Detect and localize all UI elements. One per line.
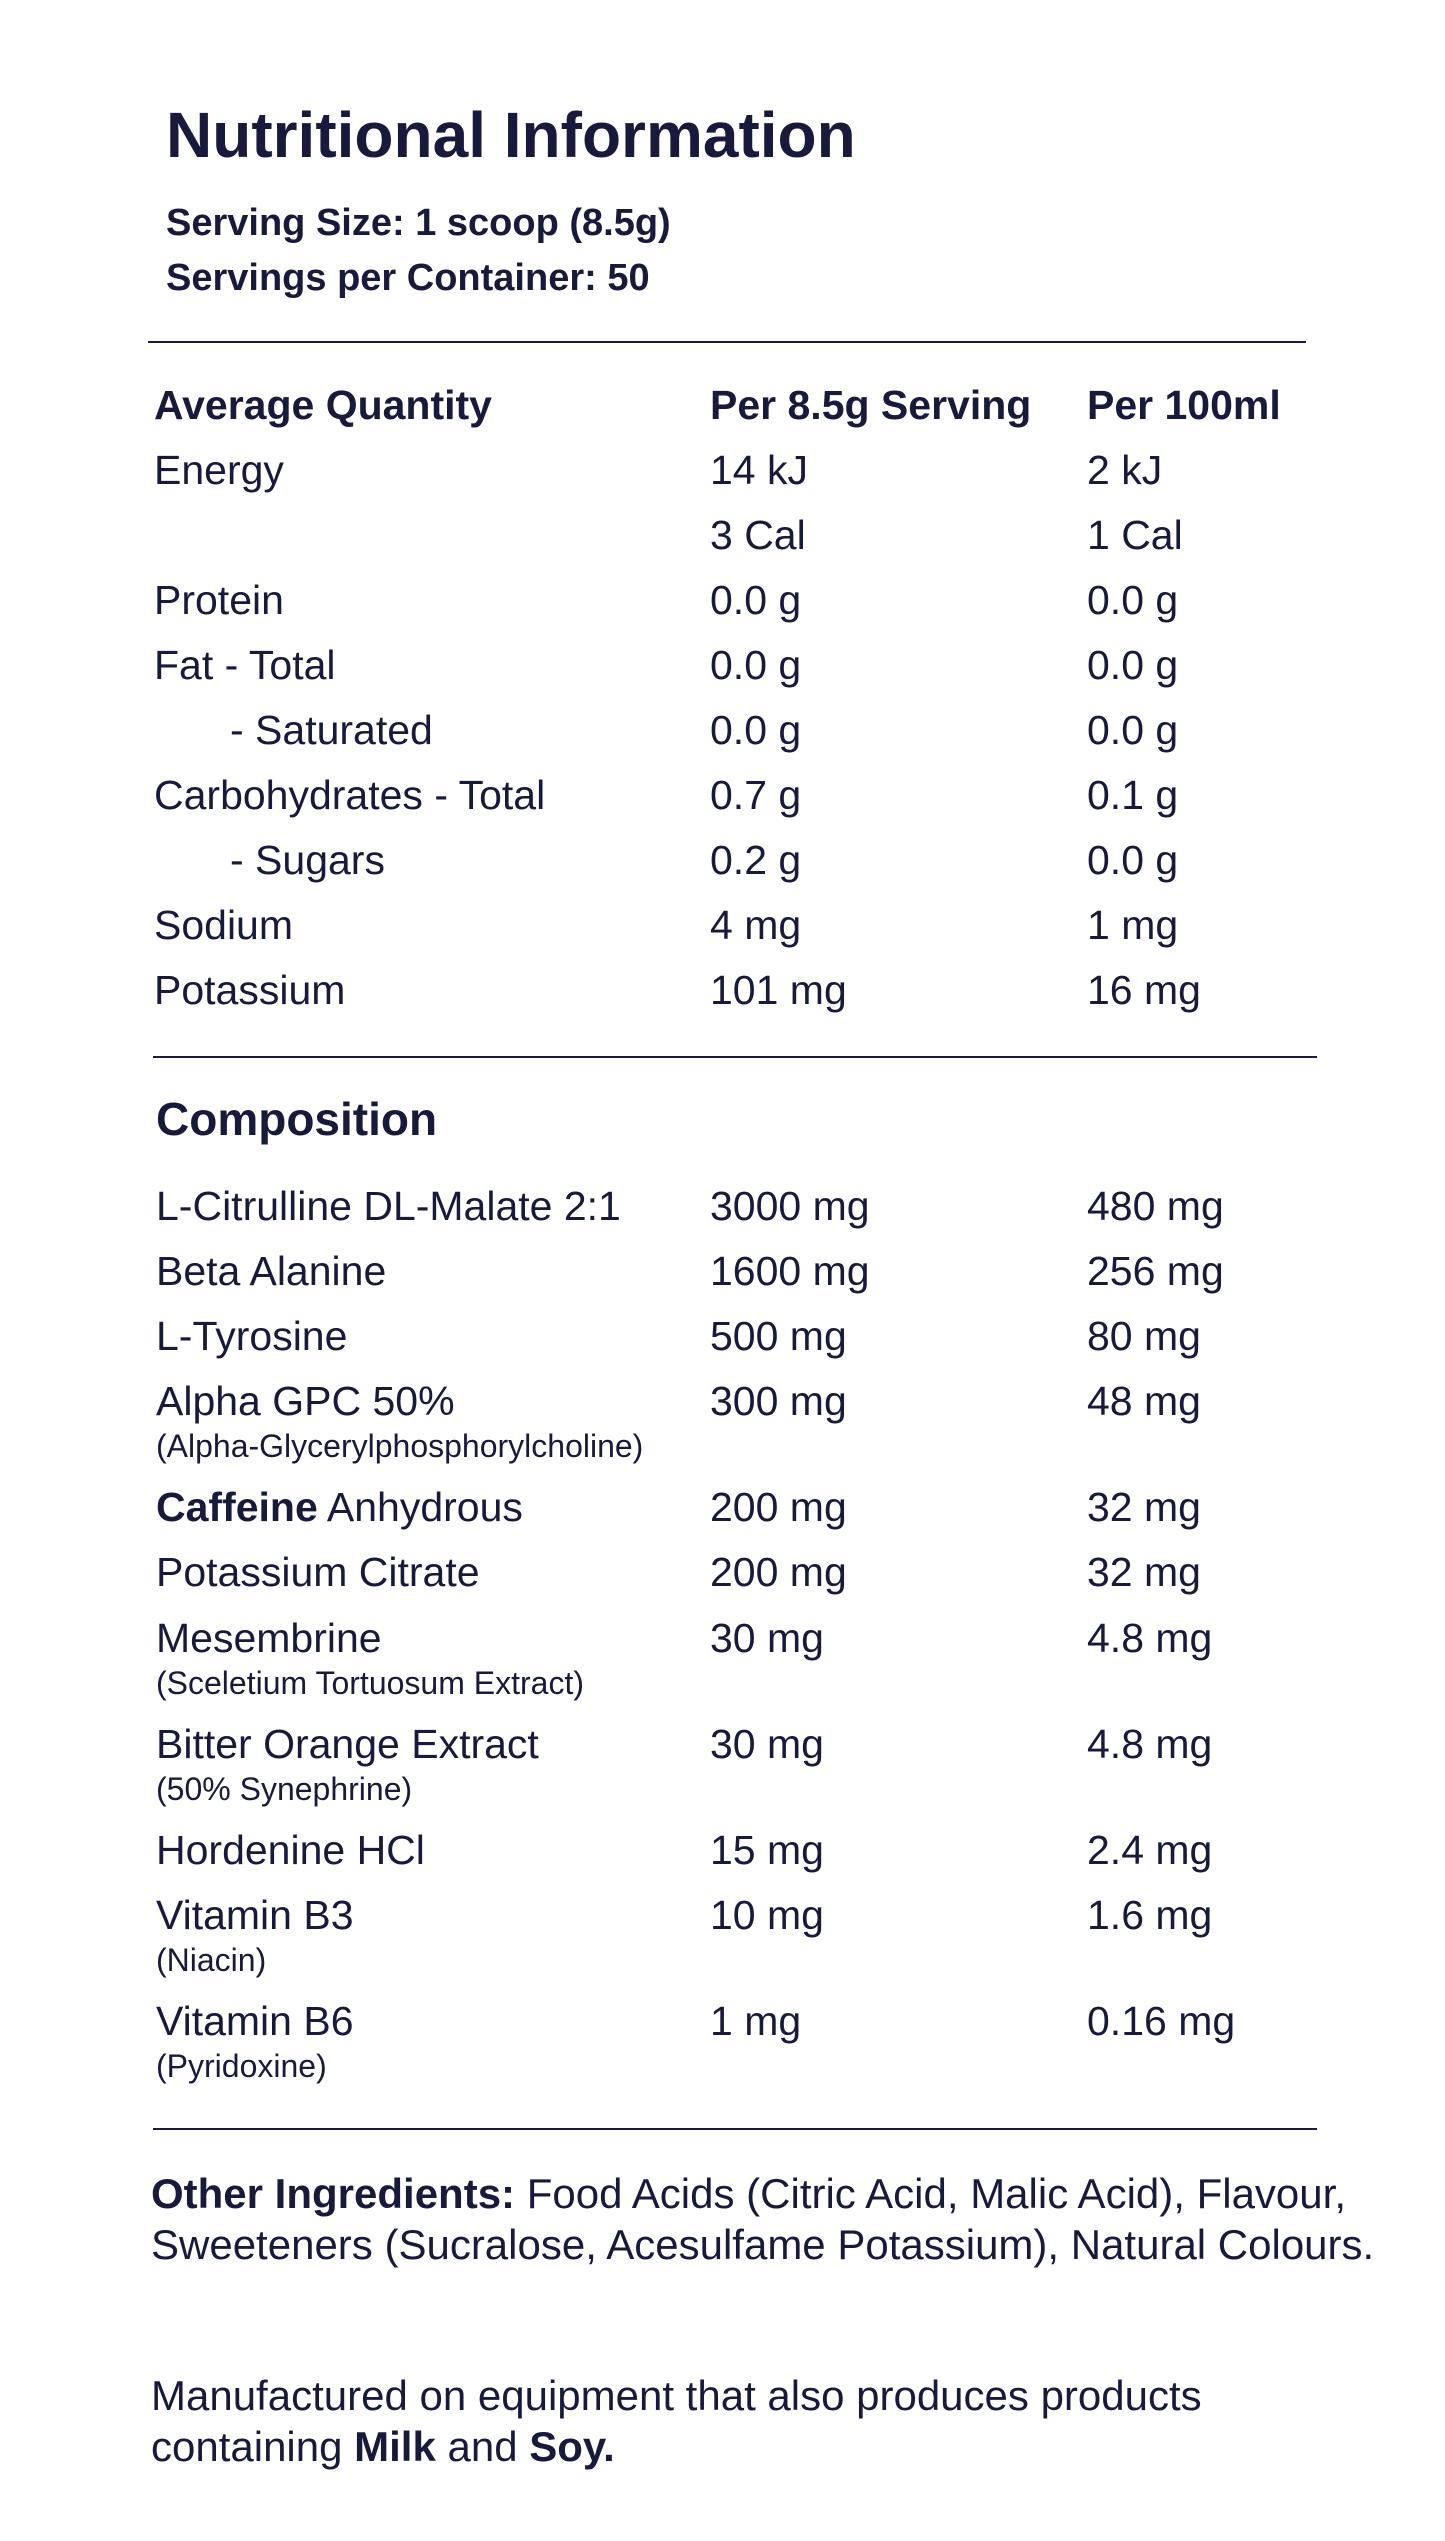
nutrition-row: [0, 447, 1445, 510]
nutrient-name: Protein: [154, 577, 284, 623]
nutrient-per-100ml: 0.0 g: [1087, 577, 1179, 623]
composition-row: [0, 1827, 1445, 1890]
ingredient-per-100ml: 256 mg: [1087, 1248, 1224, 1294]
ingredient-name: Vitamin B3: [156, 1892, 354, 1938]
allergen-soy: Soy.: [529, 2423, 615, 2470]
allergen-text: Manufactured on equipment that also produces products containing: [151, 2372, 1202, 2470]
ingredient-per-100ml: 480 mg: [1087, 1183, 1224, 1229]
other-ingredients-label: Other Ingredients:: [151, 2170, 516, 2217]
ingredient-per-serving: 3000 mg: [710, 1183, 870, 1229]
nutrient-per-serving: 3 Cal: [710, 512, 806, 558]
ingredient-per-serving: 10 mg: [710, 1892, 824, 1938]
ingredient-name: L-Citrulline DL-Malate 2:1: [156, 1183, 621, 1229]
nutrient-name: Potassium: [154, 967, 346, 1013]
nutrient-per-100ml: 1 mg: [1087, 902, 1179, 948]
other-ingredients-text: Food Acids (Citric Acid, Malic Acid), Flavour, Sweeteners (Sucralose, Acesulfame Potassium), Natural Colours.: [151, 2170, 1375, 2268]
nutrition-row: [0, 512, 1445, 575]
ingredient-per-100ml: 80 mg: [1087, 1313, 1201, 1359]
ingredient-per-100ml: 32 mg: [1087, 1549, 1201, 1595]
nutrient-name: - Saturated: [230, 707, 433, 753]
ingredient-name: Hordenine HCl: [156, 1827, 425, 1873]
divider-bottom: [153, 2128, 1317, 2130]
nutrient-name: Energy: [154, 447, 284, 493]
composition-row: [0, 1484, 1445, 1547]
nutrient-per-serving: 101 mg: [710, 967, 847, 1013]
nutrient-name: Sodium: [154, 902, 294, 948]
nutrient-per-serving: 0.0 g: [710, 577, 802, 623]
ingredient-per-100ml: 32 mg: [1087, 1484, 1201, 1530]
allergen-and: and: [435, 2423, 530, 2470]
ingredient-per-100ml: 4.8 mg: [1087, 1615, 1213, 1661]
nutrient-per-serving: 0.2 g: [710, 837, 802, 883]
nutrition-row: [0, 772, 1445, 835]
nutrient-per-100ml: 0.0 g: [1087, 837, 1179, 883]
ingredient-per-100ml: 48 mg: [1087, 1378, 1201, 1424]
ingredient-name: Alpha GPC 50%: [156, 1378, 455, 1424]
nutrient-per-100ml: 1 Cal: [1087, 512, 1183, 558]
ingredient-per-100ml: 2.4 mg: [1087, 1827, 1213, 1873]
ingredient-name: Bitter Orange Extract: [156, 1721, 539, 1767]
composition-row: [0, 1313, 1445, 1376]
ingredient-subtitle: (Pyridoxine): [156, 2048, 327, 2084]
nutrient-per-100ml: 0.0 g: [1087, 642, 1179, 688]
ingredient-per-serving: 200 mg: [710, 1549, 847, 1595]
ingredient-subtitle: (50% Synephrine): [156, 1771, 413, 1807]
nutrient-per-100ml: 0.0 g: [1087, 707, 1179, 753]
ingredient-per-serving: 30 mg: [710, 1721, 824, 1767]
header-average-quantity: Average Quantity: [154, 382, 492, 428]
ingredient-per-100ml: 1.6 mg: [1087, 1892, 1213, 1938]
divider-middle: [153, 1056, 1317, 1058]
nutrition-row: [0, 642, 1445, 705]
ingredient-name: L-Tyrosine: [156, 1313, 348, 1359]
ingredient-per-serving: 15 mg: [710, 1827, 824, 1873]
nutrient-per-serving: 4 mg: [710, 902, 802, 948]
nutrition-row: [0, 707, 1445, 770]
ingredient-per-serving: 200 mg: [710, 1484, 847, 1530]
nutrition-row: [0, 967, 1445, 1030]
ingredient-name: Vitamin B6: [156, 1998, 354, 2044]
nutrition-row: [0, 902, 1445, 965]
ingredient-name: [156, 1484, 523, 1530]
composition-row: [0, 1248, 1445, 1311]
nutrient-per-100ml: 16 mg: [1087, 967, 1201, 1013]
nutrition-header-row: [0, 382, 1445, 445]
nutrient-per-serving: 0.7 g: [710, 772, 802, 818]
ingredient-per-100ml: 4.8 mg: [1087, 1721, 1213, 1767]
composition-row: [0, 1549, 1445, 1612]
allergen-statement: [151, 2370, 1401, 2472]
divider-top: [148, 341, 1306, 343]
nutrient-per-100ml: 0.1 g: [1087, 772, 1179, 818]
allergen-milk: Milk: [354, 2423, 436, 2470]
nutrient-per-100ml: 2 kJ: [1087, 447, 1163, 493]
nutrient-name: Carbohydrates - Total: [154, 772, 546, 818]
composition-title: Composition: [156, 1093, 438, 1145]
ingredient-name: Mesembrine: [156, 1615, 382, 1661]
serving-size: Serving Size: 1 scoop (8.5g): [166, 202, 671, 244]
ingredient-subtitle: (Sceletium Tortuosum Extract): [156, 1665, 584, 1701]
ingredient-per-serving: 1 mg: [710, 1998, 802, 2044]
ingredient-per-serving: 500 mg: [710, 1313, 847, 1359]
other-ingredients: [151, 2168, 1401, 2270]
ingredient-per-serving: 30 mg: [710, 1615, 824, 1661]
page-title: Nutritional Information: [166, 99, 856, 171]
ingredient-subtitle: (Alpha-Glycerylphosphorylcholine): [156, 1428, 644, 1464]
nutrient-name: Fat - Total: [154, 642, 336, 688]
ingredient-name: Potassium Citrate: [156, 1549, 480, 1595]
nutrition-row: [0, 577, 1445, 640]
ingredient-per-serving: 300 mg: [710, 1378, 847, 1424]
nutrition-row: [0, 837, 1445, 900]
nutrient-per-serving: 14 kJ: [710, 447, 808, 493]
composition-row: [0, 1183, 1445, 1246]
ingredient-name: Beta Alanine: [156, 1248, 387, 1294]
header-per-serving: Per 8.5g Serving: [710, 382, 1032, 428]
nutrient-per-serving: 0.0 g: [710, 642, 802, 688]
ingredient-subtitle: (Niacin): [156, 1942, 267, 1978]
ingredient-name-bold: Caffeine: [156, 1484, 318, 1530]
nutrient-per-serving: 0.0 g: [710, 707, 802, 753]
ingredient-name-rest: Anhydrous: [317, 1484, 523, 1530]
header-per-100ml: Per 100ml: [1087, 382, 1281, 428]
ingredient-per-serving: 1600 mg: [710, 1248, 870, 1294]
servings-per-container: Servings per Container: 50: [166, 257, 650, 299]
ingredient-per-100ml: 0.16 mg: [1087, 1998, 1236, 2044]
nutrient-name: - Sugars: [230, 837, 385, 883]
